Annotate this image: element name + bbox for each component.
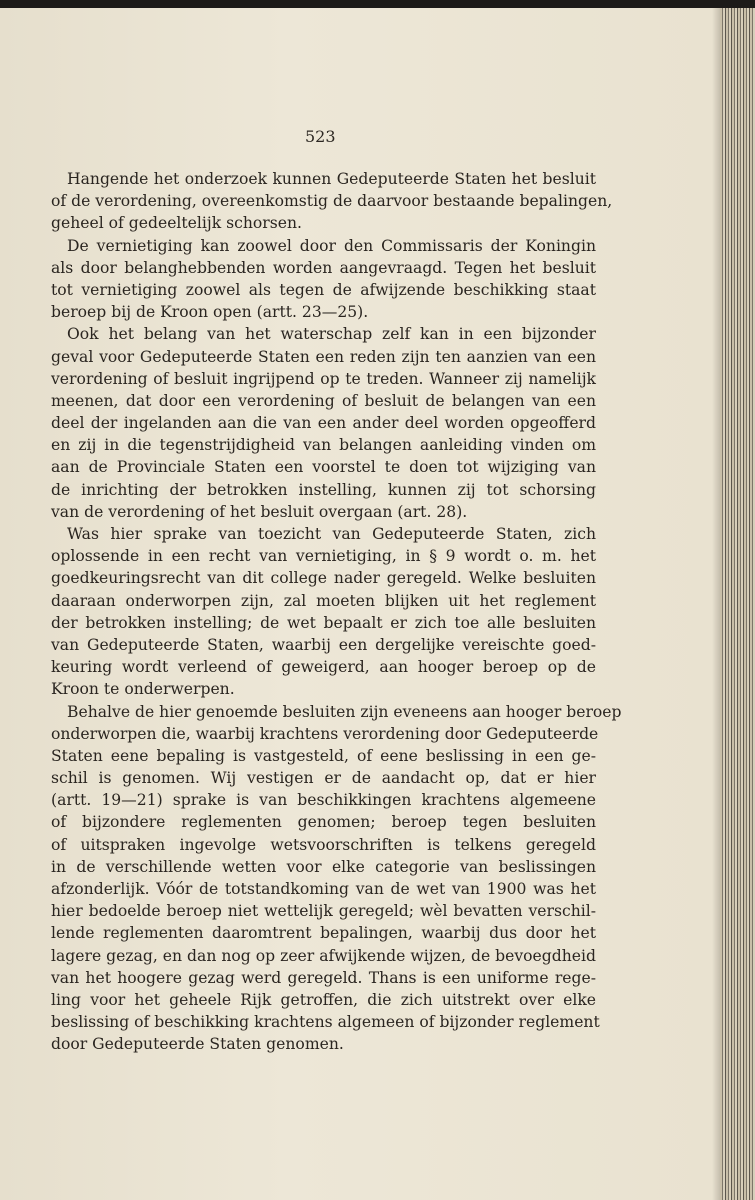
text-line: Hangende het onderzoek kunnen Gedeputeerde Staten het besluit: [67, 170, 596, 188]
text-line: in de verschillende wetten voor elke categorie van beslissingen: [51, 857, 596, 876]
text-line: van de verordening of het besluit overgaan (art. 28).: [51, 502, 468, 521]
text-line: meenen, dat door een verordening of besluit de belangen van een: [51, 391, 596, 410]
text-line: oplossende in een recht van vernietiging, in § 9 wordt o. m. het: [51, 547, 596, 566]
text-line: verordening of besluit ingrijpend op te treden. Wanneer zij namelijk: [51, 369, 596, 388]
text-line: keuring wordt verleend of geweigerd, aan hooger beroep op de: [51, 658, 596, 677]
text-line: aan de Provinciale Staten een voorstel te doen tot wijziging van: [51, 458, 596, 477]
text-line: lagere gezag, en dan nog op zeer afwijkende wijzen, de bevoegdheid: [51, 946, 596, 965]
text-line: ling voor het geheele Rijk getroffen, die zich uitstrekt over elke: [51, 990, 596, 1009]
page-number: 523: [305, 127, 336, 146]
text-line: of de verordening, overeenkomstig de daarvoor bestaande bepalingen,: [51, 192, 613, 211]
text-line: of bijzondere reglementen genomen; beroep tegen besluiten: [51, 813, 596, 832]
text-line: beslissing of beschikking krachtens algemeen of bijzonder reglement: [51, 1013, 600, 1032]
text-line: Behalve de hier genoemde besluiten zijn eveneens aan hooger beroep: [67, 702, 622, 721]
text-line: Ook het belang van het waterschap zelf kan in een bijzonder: [67, 325, 596, 344]
text-line: Kroon te onderwerpen.: [51, 680, 235, 699]
body-text: [51, 168, 622, 1056]
text-line: daaraan onderworpen zijn, zal moeten blijken uit het reglement: [51, 591, 596, 610]
text-line: als door belanghebbenden worden aangevraagd. Tegen het besluit: [51, 258, 596, 277]
text-line: van het hoogere gezag werd geregeld. Thans is een uniforme rege-: [51, 968, 596, 987]
text-line: onderworpen die, waarbij krachtens verordening door Gedeputeerde: [51, 724, 599, 743]
text-line: goedkeuringsrecht van dit college nader geregeld. Welke besluiten: [51, 569, 596, 588]
text-line: (artt. 19—21) sprake is van beschikkingen krachtens algemeene: [51, 791, 596, 810]
text-line: lende reglementen daaromtrent bepalingen, waarbij dus door het: [51, 924, 596, 943]
text-line: schil is genomen. Wij vestigen er de aandacht op, dat er hier: [51, 769, 596, 788]
book-page-edges: [720, 8, 755, 1200]
text-line: beroep bij de Kroon open (artt. 23—25).: [51, 303, 369, 322]
text-line: Was hier sprake van toezicht van Gedeputeerde Staten, zich: [67, 525, 596, 543]
text-line: der betrokken instelling; de wet bepaalt er zich toe alle besluiten: [51, 613, 596, 632]
text-line: of uitspraken ingevolge wetsvoorschriften is telkens geregeld: [51, 835, 596, 854]
text-line: deel der ingelanden aan die van een ander deel worden opgeofferd: [51, 414, 596, 433]
text-line: de inrichting der betrokken instelling, kunnen zij tot schorsing: [51, 480, 596, 499]
text-line: afzonderlijk. Vóór de totstandkoming van de wet van 1900 was het: [51, 880, 596, 898]
text-line: van Gedeputeerde Staten, waarbij een dergelijke vereischte goed-: [51, 635, 596, 654]
text-line: door Gedeputeerde Staten genomen.: [51, 1035, 344, 1054]
text-line: en zij in die tegenstrijdigheid van belangen aanleiding vinden om: [51, 436, 596, 455]
text-line: geval voor Gedeputeerde Staten een reden zijn ten aanzien van een: [51, 347, 596, 366]
text-line: tot vernietiging zoowel als tegen de afwijzende beschikking staat: [51, 280, 596, 299]
text-line: De vernietiging kan zoowel door den Commissaris der Koningin: [67, 236, 596, 255]
text-line: hier bedoelde beroep niet wettelijk geregeld; wèl bevatten verschil-: [51, 902, 596, 921]
text-line: Staten eene bepaling is vastgesteld, of eene beslissing in een ge-: [51, 746, 596, 765]
text-line: geheel of gedeeltelijk schorsen.: [51, 214, 302, 233]
